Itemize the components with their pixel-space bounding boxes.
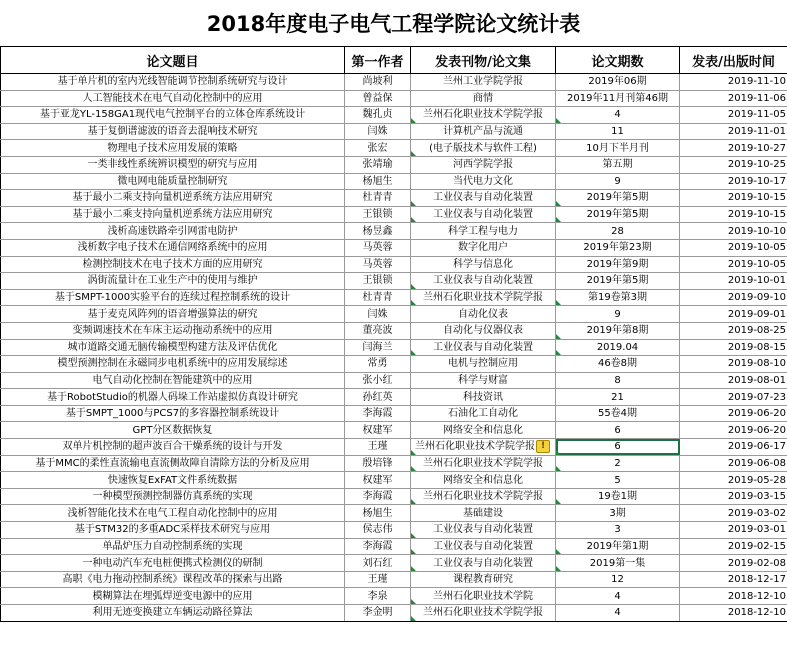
date-cell[interactable]: 2019-11-10 <box>680 74 787 91</box>
title-cell[interactable]: 基于STM32的多重ADC采样技术研究与应用 <box>1 522 345 539</box>
journal-cell[interactable]: 网络安全和信息化 <box>411 472 556 489</box>
header-date[interactable]: 发表/出版时间 <box>680 47 787 74</box>
issue-cell[interactable]: 2019年第9期 <box>556 256 680 273</box>
table-row <box>1 588 787 605</box>
table-row <box>1 140 787 157</box>
header-title[interactable]: 论文题目 <box>1 47 345 74</box>
date-cell[interactable]: 2019-09-10 <box>680 289 787 306</box>
author-cell[interactable]: 魏孔贞 <box>345 107 411 124</box>
table-row <box>1 571 787 588</box>
title-cell[interactable]: 检测控制技术在电子技术方面的应用研究 <box>1 256 345 273</box>
author-cell[interactable]: 曾益保 <box>345 90 411 107</box>
issue-cell[interactable]: 2019年第5期 <box>556 206 680 223</box>
issue-cell[interactable]: 12 <box>556 571 680 588</box>
date-cell[interactable]: 2019-03-01 <box>680 522 787 539</box>
date-cell[interactable]: 2019-11-06 <box>680 90 787 107</box>
title-cell[interactable]: 涡街流量计在工业生产中的使用与维护 <box>1 273 345 290</box>
date-cell[interactable]: 2019-10-05 <box>680 239 787 256</box>
title-cell[interactable]: 一种模型预测控制器仿真系统的实现 <box>1 488 345 505</box>
issue-cell[interactable]: 10月下半月刊 <box>556 140 680 157</box>
table-row <box>1 190 787 207</box>
title-cell[interactable]: 基于SMPT_1000与PCS7的多容器控制系统设计 <box>1 405 345 422</box>
table-row <box>1 488 787 505</box>
author-cell[interactable]: 董亮波 <box>345 322 411 339</box>
author-cell[interactable]: 权建军 <box>345 422 411 439</box>
table-row <box>1 356 787 373</box>
issue-cell[interactable]: 第19卷第3期 <box>556 289 680 306</box>
author-cell[interactable]: 马英蓉 <box>345 256 411 273</box>
warning-icon[interactable]: ! <box>536 440 550 453</box>
author-cell[interactable]: 王银锁 <box>345 206 411 223</box>
date-cell[interactable]: 2019-10-05 <box>680 256 787 273</box>
table-row <box>1 422 787 439</box>
journal-cell[interactable]: 工业仪表与自动化装置 <box>411 273 556 290</box>
journal-cell[interactable]: 工业仪表与自动化装置 <box>411 206 556 223</box>
header-row <box>1 47 787 74</box>
journal-cell[interactable]: 兰州石化职业技术学院 <box>411 588 556 605</box>
table-row <box>1 472 787 489</box>
table-row <box>1 223 787 240</box>
title-cell[interactable]: 利用无迹变换建立车辆运动路径算法 <box>1 605 345 622</box>
issue-cell[interactable]: 3 <box>556 522 680 539</box>
issue-cell[interactable]: 9 <box>556 306 680 323</box>
author-cell[interactable]: 李金明 <box>345 605 411 622</box>
author-cell[interactable]: 张宏 <box>345 140 411 157</box>
date-cell[interactable]: 2019-11-01 <box>680 123 787 140</box>
journal-cell[interactable] <box>411 439 556 456</box>
title-cell[interactable]: 微电网电能质量控制研究 <box>1 173 345 190</box>
issue-cell[interactable]: 11 <box>556 123 680 140</box>
issue-cell[interactable]: 2019年第5期 <box>556 190 680 207</box>
issue-cell[interactable]: 28 <box>556 223 680 240</box>
table-row <box>1 405 787 422</box>
date-cell[interactable]: 2019-06-08 <box>680 455 787 472</box>
journal-cell[interactable]: (电子版技术与软件工程) <box>411 140 556 157</box>
issue-cell[interactable]: 2019.04 <box>556 339 680 356</box>
journal-cell[interactable]: 兰州石化职业技术学院学报 <box>411 107 556 124</box>
date-cell[interactable]: 2019-07-23 <box>680 389 787 406</box>
author-cell[interactable]: 闫姝 <box>345 306 411 323</box>
date-cell[interactable]: 2019-10-10 <box>680 223 787 240</box>
author-cell[interactable]: 李海霞 <box>345 538 411 555</box>
date-cell[interactable]: 2019-11-05 <box>680 107 787 124</box>
journal-cell[interactable]: 科学与财富 <box>411 372 556 389</box>
table-row <box>1 538 787 555</box>
issue-cell[interactable]: 2019年06期 <box>556 74 680 91</box>
issue-cell[interactable]: 4 <box>556 605 680 622</box>
date-cell[interactable]: 2019-10-25 <box>680 156 787 173</box>
journal-cell[interactable]: 兰州石化职业技术学院学报 <box>411 488 556 505</box>
author-cell[interactable]: 孙红英 <box>345 389 411 406</box>
title-cell[interactable]: 一类非线性系统辨识模型的研究与应用 <box>1 156 345 173</box>
date-cell[interactable]: 2019-10-15 <box>680 190 787 207</box>
title-cell[interactable]: 电气自动化控制在智能建筑中的应用 <box>1 372 345 389</box>
title-cell[interactable]: 浅析数字电子技术在通信网络系统中的应用 <box>1 239 345 256</box>
issue-cell[interactable]: 2019年第1期 <box>556 538 680 555</box>
date-cell[interactable]: 2019-10-27 <box>680 140 787 157</box>
title-cell[interactable]: 基于最小二乘支持向量机逆系统方法应用研究 <box>1 206 345 223</box>
title-cell[interactable]: 快速恢复ExFAT文件系统数据 <box>1 472 345 489</box>
author-cell[interactable]: 马英蓉 <box>345 239 411 256</box>
author-cell[interactable]: 张小红 <box>345 372 411 389</box>
table-row <box>1 339 787 356</box>
date-cell[interactable]: 2019-08-15 <box>680 339 787 356</box>
table-row <box>1 256 787 273</box>
date-cell[interactable]: 2019-05-28 <box>680 472 787 489</box>
table-row <box>1 289 787 306</box>
issue-cell[interactable]: 第五期 <box>556 156 680 173</box>
author-cell[interactable]: 闫姝 <box>345 123 411 140</box>
title-cell[interactable]: GPT分区数据恢复 <box>1 422 345 439</box>
author-cell[interactable]: 权建军 <box>345 472 411 489</box>
date-cell[interactable]: 2019-02-15 <box>680 538 787 555</box>
author-cell[interactable]: 常勇 <box>345 356 411 373</box>
journal-cell[interactable]: 计算机产品与流通 <box>411 123 556 140</box>
issue-cell[interactable]: 2019年第5期 <box>556 273 680 290</box>
author-cell[interactable]: 杨旭生 <box>345 173 411 190</box>
author-cell[interactable]: 王银锁 <box>345 273 411 290</box>
journal-cell[interactable]: 工业仪表与自动化装置 <box>411 190 556 207</box>
journal-cell[interactable]: 兰州工业学院学报 <box>411 74 556 91</box>
author-cell[interactable]: 尚坡利 <box>345 74 411 91</box>
issue-cell[interactable]: 2019年第23期 <box>556 239 680 256</box>
title-cell[interactable]: 基于麦克风阵列的语音增强算法的研究 <box>1 306 345 323</box>
date-cell[interactable]: 2018-12-10 <box>680 588 787 605</box>
author-cell[interactable]: 侯志伟 <box>345 522 411 539</box>
title-cell[interactable]: 基于亚龙YL-158GA1现代电气控制平台的立体仓库系统设计 <box>1 107 345 124</box>
date-cell[interactable]: 2019-10-17 <box>680 173 787 190</box>
table-row <box>1 522 787 539</box>
title-cell[interactable]: 城市道路交通无脑传输模型构建方法及评估优化 <box>1 339 345 356</box>
date-cell[interactable]: 2019-03-15 <box>680 488 787 505</box>
issue-cell[interactable]: 55卷4期 <box>556 405 680 422</box>
table-row <box>1 74 787 91</box>
author-cell[interactable]: 杨旭生 <box>345 505 411 522</box>
issue-cell[interactable]: 6 <box>556 422 680 439</box>
table-row <box>1 173 787 190</box>
date-cell[interactable]: 2019-09-01 <box>680 306 787 323</box>
author-cell[interactable]: 李海霞 <box>345 488 411 505</box>
header-author[interactable]: 第一作者 <box>345 47 411 74</box>
author-cell[interactable]: 王瑾 <box>345 571 411 588</box>
table-row <box>1 206 787 223</box>
table-row <box>1 605 787 622</box>
table-row <box>1 306 787 323</box>
title-cell[interactable]: 高职《电力拖动控制系统》课程改革的探索与出路 <box>1 571 345 588</box>
issue-cell[interactable]: 9 <box>556 173 680 190</box>
date-cell[interactable]: 2019-08-25 <box>680 322 787 339</box>
issue-cell[interactable]: 2019年第8期 <box>556 322 680 339</box>
journal-cell[interactable]: 工业仪表与自动化装置 <box>411 339 556 356</box>
title-cell[interactable]: 物理电子技术应用发展的策略 <box>1 140 345 157</box>
date-cell[interactable]: 2019-06-20 <box>680 422 787 439</box>
papers-table <box>0 46 787 622</box>
title-cell[interactable]: 模型预测控制在永磁同步电机系统中的应用发展综述 <box>1 356 345 373</box>
issue-cell[interactable]: 8 <box>556 372 680 389</box>
title-cell[interactable]: 一种电动汽车充电桩便携式检测仪的研制 <box>1 555 345 572</box>
table-row <box>1 90 787 107</box>
date-cell[interactable]: 2019-02-08 <box>680 555 787 572</box>
title-cell[interactable]: 基于复倒谱滤波的语音去混响技术研究 <box>1 123 345 140</box>
date-cell[interactable]: 2019-06-17 <box>680 439 787 456</box>
issue-cell[interactable]: 2019年11月刊第46期 <box>556 90 680 107</box>
journal-cell[interactable]: 科学与信息化 <box>411 256 556 273</box>
title-cell[interactable]: 基于SMPT-1000实验平台的连续过程控制系统的设计 <box>1 289 345 306</box>
header-issue[interactable]: 论文期数 <box>556 47 680 74</box>
date-cell[interactable]: 2019-10-01 <box>680 273 787 290</box>
table-row <box>1 273 787 290</box>
journal-cell[interactable]: 当代电力文化 <box>411 173 556 190</box>
journal-cell[interactable]: 工业仪表与自动化装置 <box>411 555 556 572</box>
journal-cell[interactable]: 自动化与仪器仪表 <box>411 322 556 339</box>
title-cell[interactable]: 人工智能技术在电气自动化控制中的应用 <box>1 90 345 107</box>
table-row <box>1 505 787 522</box>
journal-cell[interactable]: 基础建设 <box>411 505 556 522</box>
author-cell[interactable]: 闫海兰 <box>345 339 411 356</box>
journal-cell[interactable]: 课程教育研究 <box>411 571 556 588</box>
issue-cell[interactable]: 19卷1期 <box>556 488 680 505</box>
title-cell[interactable]: 基于单片机的室内光线智能调节控制系统研究与设计 <box>1 74 345 91</box>
journal-cell[interactable]: 科技资讯 <box>411 389 556 406</box>
date-cell[interactable]: 2019-08-10 <box>680 356 787 373</box>
journal-cell[interactable]: 数字化用户 <box>411 239 556 256</box>
journal-cell[interactable]: 兰州石化职业技术学院学报 <box>411 289 556 306</box>
journal-cell[interactable]: 兰州石化职业技术学院学报 <box>411 455 556 472</box>
journal-cell[interactable]: 工业仪表与自动化装置 <box>411 538 556 555</box>
table-row <box>1 439 787 456</box>
author-cell[interactable]: 殷培锋 <box>345 455 411 472</box>
sheet-title: 2018年度电子电气工程学院论文统计表 <box>0 0 787 47</box>
date-cell[interactable]: 2018-12-17 <box>680 571 787 588</box>
author-cell[interactable]: 张靖瑜 <box>345 156 411 173</box>
table-row <box>1 123 787 140</box>
journal-cell[interactable]: 自动化仪表 <box>411 306 556 323</box>
author-cell[interactable]: 杜青青 <box>345 190 411 207</box>
header-journal[interactable]: 发表刊物/论文集 <box>411 47 556 74</box>
table-row <box>1 555 787 572</box>
journal-cell[interactable]: 商情 <box>411 90 556 107</box>
issue-cell[interactable]: 2 <box>556 455 680 472</box>
date-cell[interactable]: 2019-10-15 <box>680 206 787 223</box>
table-row <box>1 239 787 256</box>
table-row <box>1 389 787 406</box>
author-cell[interactable]: 李海霞 <box>345 405 411 422</box>
issue-cell[interactable]: 3期 <box>556 505 680 522</box>
date-cell[interactable]: 2019-06-20 <box>680 405 787 422</box>
author-cell[interactable]: 杜青青 <box>345 289 411 306</box>
table-row <box>1 156 787 173</box>
author-cell[interactable]: 刘石红 <box>345 555 411 572</box>
table-row <box>1 455 787 472</box>
table-row <box>1 322 787 339</box>
author-cell[interactable]: 王瑾 <box>345 439 411 456</box>
date-cell[interactable]: 2018-12-10 <box>680 605 787 622</box>
title-cell[interactable]: 基于RobotStudio的机器人码垛工作站虚拟仿真设计研究 <box>1 389 345 406</box>
table-row <box>1 372 787 389</box>
issue-cell[interactable]: 4 <box>556 588 680 605</box>
title-cell[interactable]: 单晶炉压力自动控制系统的实现 <box>1 538 345 555</box>
title-cell[interactable]: 双单片机控制的超声波百合干燥系统的设计与开发 <box>1 439 345 456</box>
issue-cell[interactable]: 21 <box>556 389 680 406</box>
issue-cell[interactable]: 4 <box>556 107 680 124</box>
title-cell[interactable]: 基于MMC的柔性直流输电直流侧故障自清除方法的分析及应用 <box>1 455 345 472</box>
journal-cell[interactable]: 科学工程与电力 <box>411 223 556 240</box>
issue-cell[interactable]: 5 <box>556 472 680 489</box>
title-cell[interactable]: 浅析高速铁路牵引网雷电防护 <box>1 223 345 240</box>
journal-cell-text: 兰州石化职业技术学院学报 <box>415 441 535 453</box>
date-cell[interactable]: 2019-08-01 <box>680 372 787 389</box>
journal-cell[interactable]: 河西学院学报 <box>411 156 556 173</box>
journal-cell[interactable]: 电机与控制应用 <box>411 356 556 373</box>
title-cell[interactable]: 基于最小二乘支持向量机逆系统方法应用研究 <box>1 190 345 207</box>
title-cell[interactable]: 模糊算法在埋弧焊逆变电源中的应用 <box>1 588 345 605</box>
journal-cell[interactable]: 石油化工自动化 <box>411 405 556 422</box>
journal-cell[interactable]: 网络安全和信息化 <box>411 422 556 439</box>
table-row <box>1 107 787 124</box>
author-cell[interactable]: 杨昱鑫 <box>345 223 411 240</box>
title-cell[interactable]: 浅析智能化技术在电气工程自动化控制中的应用 <box>1 505 345 522</box>
issue-cell[interactable]: 6 <box>556 439 680 456</box>
date-cell[interactable]: 2019-03-02 <box>680 505 787 522</box>
title-cell[interactable]: 变频调速技术在车床主运动拖动系统中的应用 <box>1 322 345 339</box>
journal-cell[interactable]: 兰州石化职业技术学院学报 <box>411 605 556 622</box>
issue-cell[interactable]: 46卷8期 <box>556 356 680 373</box>
issue-cell[interactable]: 2019第一集 <box>556 555 680 572</box>
author-cell[interactable]: 李泉 <box>345 588 411 605</box>
journal-cell[interactable]: 工业仪表与自动化装置 <box>411 522 556 539</box>
